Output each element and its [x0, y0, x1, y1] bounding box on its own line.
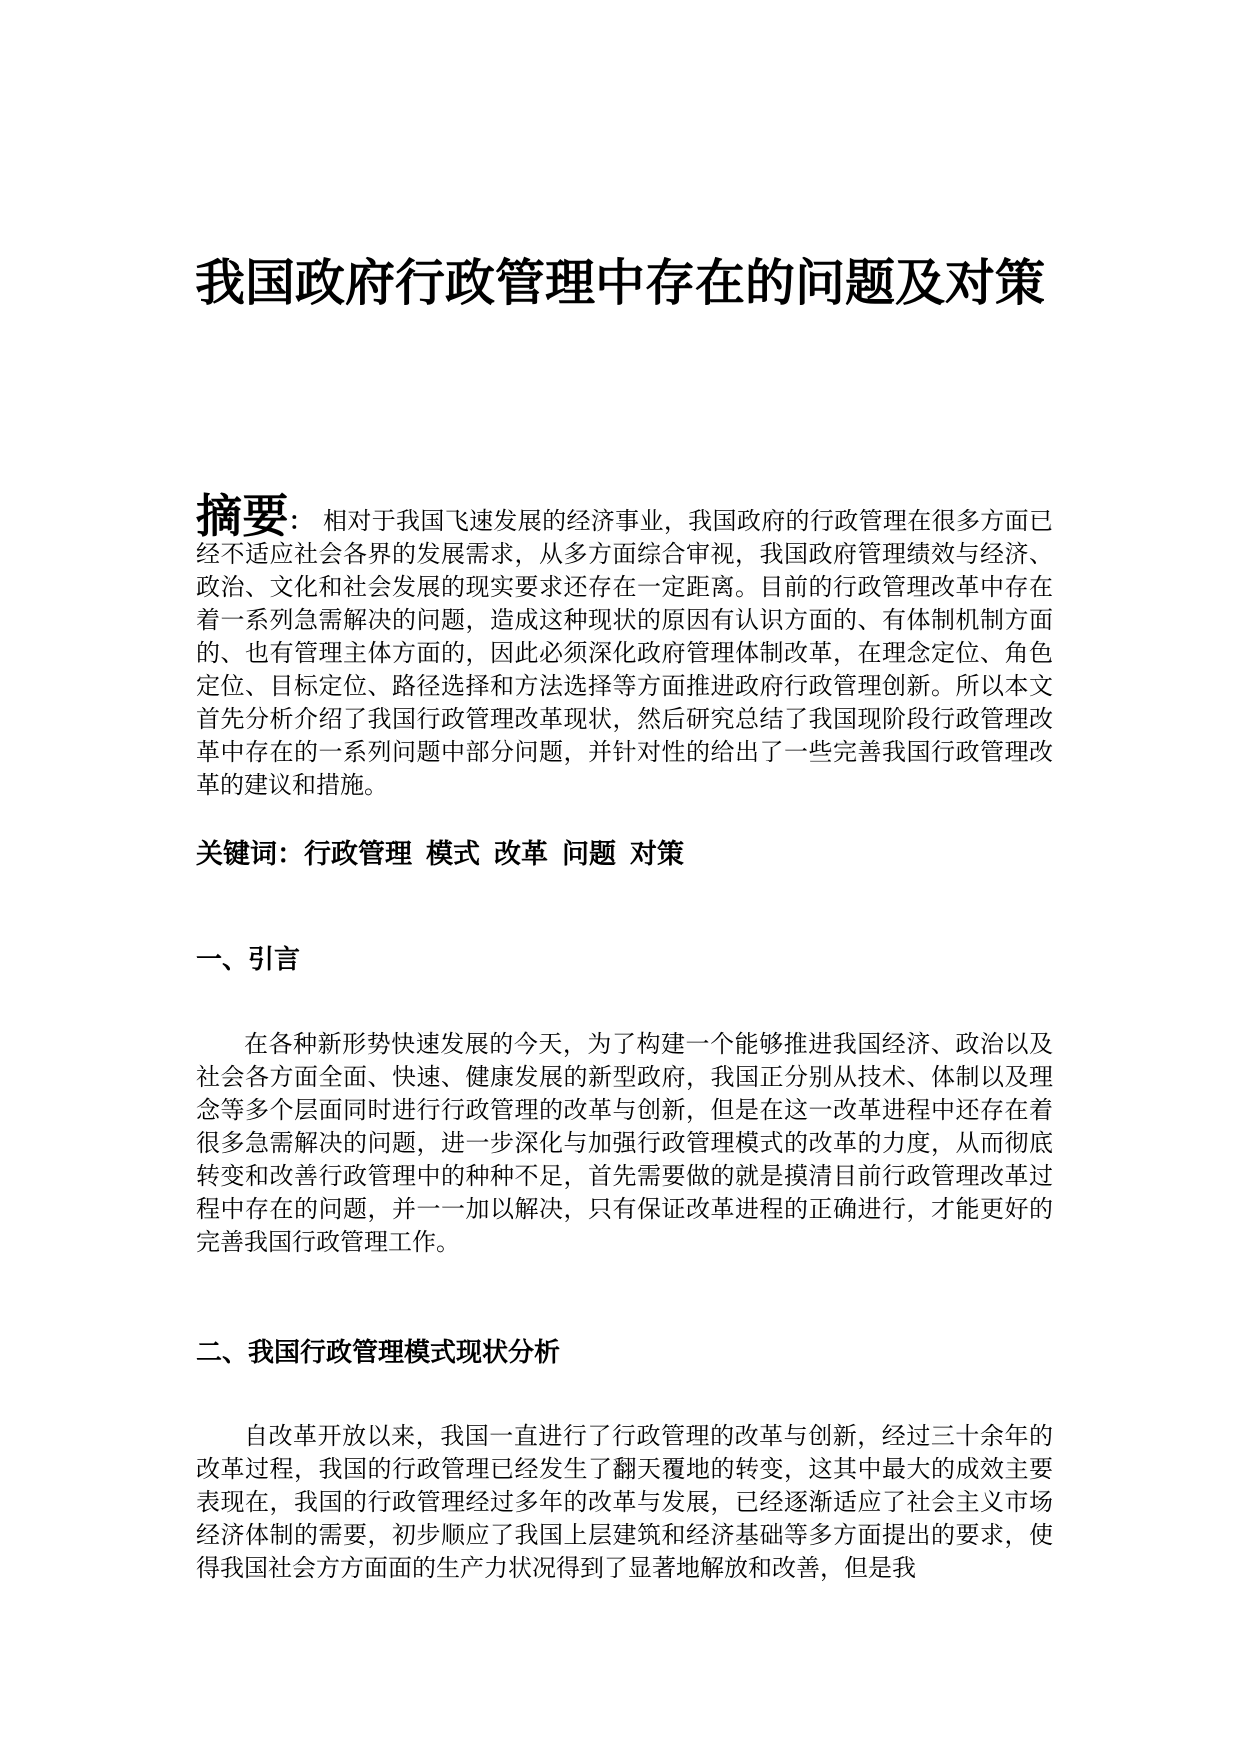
abstract-block — [196, 489, 1053, 802]
keyword-item: 改革 — [494, 839, 548, 870]
section-paragraph-status-analysis: 自改革开放以来，我国一直进行了行政管理的改革与创新，经过三十余年的改革过程，我国的行政管理已经发生了翻天覆地的转变，这其中最大的成效主要表现在，我国的行政管理经过多年的改革与发展，已经逐渐适应了社会主义市场经济体制的需要，初步顺应了我国上层建筑和经济基础等多方面提出的要求，使得我国社会方方面面的生产力状况得到了显著地解放和改善，但是我 — [196, 1422, 1053, 1582]
keyword-item: 模式 — [426, 839, 480, 870]
abstract-text: 相对于我国飞速发展的经济事业，我国政府的行政管理在很多方面已经不适应社会各界的发展需求，从多方面综合审视，我国政府管理绩效与经济、政治、文化和社会发展的现实要求还存在一定距离。目前的行政管理改革中存在着一系列急需解决的问题，造成这种现状的原因有认识方面的、有体制机制方面的、也有管理主体方面的，因此必须深化政府管理体制改革，在理念定位、角色定位、目标定位、路径选择和方法选择等方面推进政府行政管理创新。所以本文首先分析介绍了我国行政管理改革现状，然后研究总结了我国现阶段行政管理改革中存在的一系列问题中部分问题，并针对性的给出了一些完善我国行政管理改革的建议和措施。 — [196, 507, 1053, 799]
section-heading-introduction: 一、引言 — [196, 945, 301, 975]
abstract-label: 摘要 — [196, 489, 289, 543]
document-title: 我国政府行政管理中存在的问题及对策 — [195, 254, 1045, 312]
abstract-colon: ： — [288, 507, 314, 535]
section-heading-status-analysis: 二、我国行政管理模式现状分析 — [196, 1338, 561, 1368]
section-paragraph-introduction: 在各种新形势快速发展的今天，为了构建一个能够推进我国经济、政治以及社会各方面全面、快速、健康发展的新型政府，我国正分别从技术、体制以及理念等多个层面同时进行行政管理的改革与创新，但是在这一改革进程中还存在着很多急需解决的问题，进一步深化与加强行政管理模式的改革的力度，从而彻底转变和改善行政管理中的种种不足，首先需要做的就是摸清目前行政管理改革过程中存在的问题，并一一加以解决，只有保证改革进程的正确进行，才能更好的完善我国行政管理工作。 — [196, 1030, 1053, 1256]
keyword-item: 问题 — [562, 839, 616, 870]
keyword-item: 对策 — [630, 839, 684, 870]
keyword-item: 行政管理 — [304, 839, 412, 870]
keywords-line — [196, 835, 1053, 875]
keywords-label: 关键词： — [196, 839, 304, 870]
